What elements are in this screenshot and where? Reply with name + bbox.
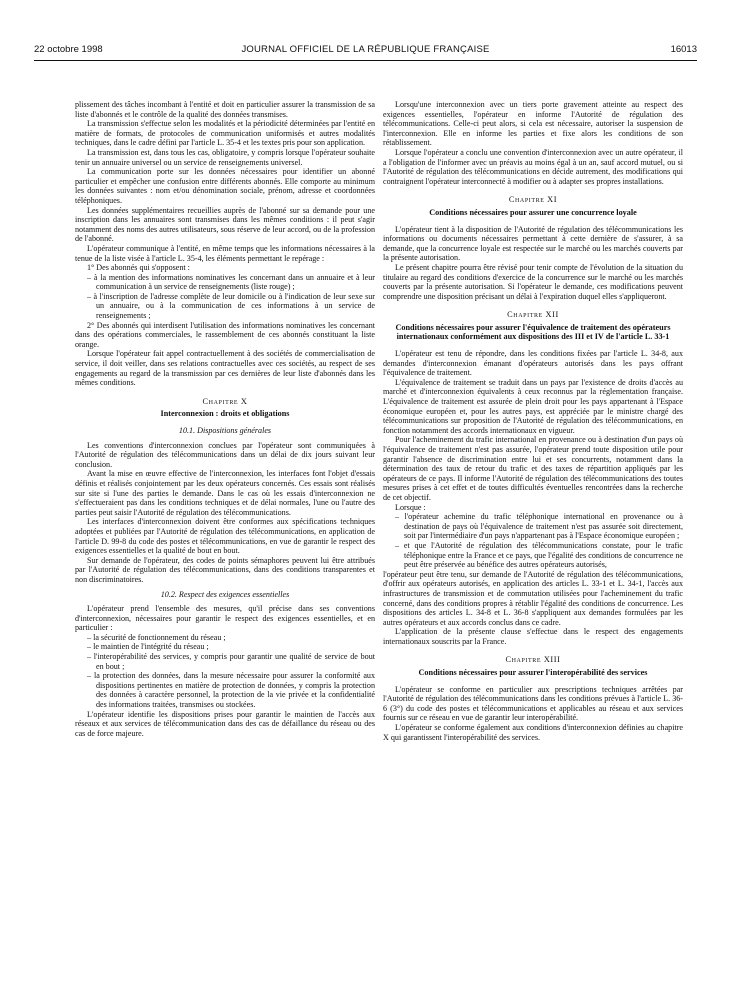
paragraph: plissement des tâches incombant à l'entité et doit en particulier assurer la transmission de sa liste d'abonnés et le contrôle de la qualité des données transmises. xyxy=(75,100,375,119)
paragraph: Sur demande de l'opérateur, des codes de points sémaphores peuvent lui être attribués par l'Autorité de régulation des télécommunications, dans des conditions transparentes et non discriminatoires. xyxy=(75,555,375,584)
left-column xyxy=(75,100,375,980)
paragraph: L'opérateur est tenu de répondre, dans les conditions fixées par l'article L. 34-8, aux demandes d'interconnexion émanant d'opérateurs autorisés dans les pays offrant l'équivalence de traitement. xyxy=(383,349,683,378)
paragraph: l'opérateur peut être tenu, sur demande de l'Autorité de régulation des télécommunications, d'offrir aux opérateurs autorisés, en application des articles L. 33-1 et L. 34-1, l'accès aux infrastructures de transmission et de commutation utilisées pour l'acheminement du trafic concerné, dans des conditions propres à rétablir l'égalité des conditions de concurrence. Les dispositions des articles L. 34-8 et L. 36-8 s'appliquent aux demandes formulées par les autres opérateurs et aux accords conclus dans ce cadre. xyxy=(383,569,683,627)
paragraph: Lorsque l'opérateur a conclu une convention d'interconnexion avec un autre opérateur, il a l'obligation de l'informer avec un préavis au moins égal à un an, sauf accord mutuel, ou si l'Autorité de régulation des télécommunications en décide autrement, des modifications qui contraignent l'opérateur interconnecté à modifier ou à adapter ses propres installations. xyxy=(383,147,683,186)
dash-item: – à la mention des informations nominatives les concernant dans un annuaire et à leur communication à un service de renseignements (liste rouge) ; xyxy=(87,272,375,292)
chapter-title: Conditions nécessaires pour assurer l'interopérabilité des services xyxy=(418,668,648,678)
chapter-heading: Chapitre XII xyxy=(507,310,559,320)
right-column xyxy=(383,100,683,980)
chapter-title: Conditions nécessaires pour assurer une concurrence loyale xyxy=(429,207,637,217)
paragraph: L'opérateur prend l'ensemble des mesures, qu'il précise dans ses conventions d'interconnexion, nécessaires pour garantir le respect des exigences essentielles, et en particulier : xyxy=(75,604,375,633)
dash-item: – le maintien de l'intégrité du réseau ; xyxy=(87,642,209,652)
paragraph: Lorsque : xyxy=(395,502,426,512)
paragraph: L'opérateur communique à l'entité, en même temps que les informations nécessaires à la tenue de la liste visée à l'article L. 35-4, les éléments permettant le repérage : xyxy=(75,243,375,263)
header-rule xyxy=(34,60,697,61)
dash-item: – la protection des données, dans la mesure nécessaire pour assurer la conformité aux dispositions pertinentes en matière de protection de données, y compris la protection des données à caractère personnel, la protection de la vie privée et la confidentialité des informations traitées, transmises ou stockées. xyxy=(87,671,375,710)
paragraph: Les conventions d'interconnexion conclues par l'opérateur sont communiquées à l'Autorité de régulation des télécommunications dans un délai de dix jours suivant leur conclusion. xyxy=(75,440,375,469)
paragraph: Avant la mise en œuvre effective de l'interconnexion, les interfaces font l'objet d'essais définis et réalisés conjointement par les deux opérateurs concernés. Ces essais sont réalisés sur site si l'une des parties le demande. Dans le cas où les essais d'interconnexion ne s'effectueraient pas dans les conditions techniques et de délai normales, l'une ou l'autre des parties peut saisir l'Autorité de régulation des télécommunications. xyxy=(75,469,375,517)
journal-title: JOURNAL OFFICIEL DE LA RÉPUBLIQUE FRANÇAISE xyxy=(241,44,490,55)
chapter-title: Interconnexion : droits et obligations xyxy=(160,409,290,419)
dash-item: – et que l'Autorité de régulation des télécommunications constate, pour le trafic téléphonique entre la France et ce pays, que l'égalité des conditions de concurrence ne peut être préservée au bénéfice des autres opérateurs autorisés, xyxy=(395,540,683,570)
section-heading xyxy=(75,590,375,600)
dash-item: – l'opérateur achemine du trafic téléphonique international en provenance ou à destination de pays où l'équivalence de traitement n'est pas assurée soit directement, soit par l'intermédiaire d'un pays n'appartenant pas à l'Espace économique européen ; xyxy=(395,512,683,541)
paragraph: Pour l'acheminement du trafic international en provenance ou à destination d'un pays où l'équivalence de traitement n'est pas assurée, l'opérateur prend toute disposition utile pour garantir l'absence de discrimination entre lui et ses concurrents, notamment dans la détermination des taux de retour du trafic et des taxes de répartition appliqués par les opérateurs de ce pays. Il informe l'Autorité de régulation des télécommunications des toutes mesures prises à cet effet et de toutes difficultés éventuelles rencontrées dans la recherche de cet objectif. xyxy=(383,435,683,502)
paragraph: Lorsque l'opérateur fait appel contractuellement à des sociétés de commercialisation de service, il doit veiller, dans ses relations contractuelles avec ces sociétés, au respect de ses engagements au regard de la transmission par ces dernières de leur liste d'abonnés dans les mêmes conditions. xyxy=(75,349,375,388)
paragraph: L'équivalence de traitement se traduit dans un pays par l'existence de droits d'accès au marché et d'interconnexion équivalents à ceux reconnus par la réglementation française. L'équivalence de traitement est assurée de plein droit pour les pays appartenant à l'Espace économique européen et, pour les autres pays, est appréciée par le ministre chargé des télécommunications sur proposition de l'Autorité de régulation des télécommunications, en fonction notamment des accords internationaux en vigueur. xyxy=(383,377,683,435)
paragraph: Le présent chapitre pourra être révisé pour tenir compte de l'évolution de la situation du titulaire au regard des conditions d'exercice de la concurrence sur le marché ou les marchés couverts par la présente autorisation. Si l'opérateur le demande, ces modifications peuvent comprendre une disposition précisant un délai à l'expiration duquel elles s'appliqueront. xyxy=(383,262,683,301)
paragraph: Lorsqu'une interconnexion avec un tiers porte gravement atteinte au respect des exigences essentielles, l'opérateur en informe l'Autorité de régulation des télécommunications. Celle-ci peut alors, si cela est nécessaire, autoriser la suspension de l'interconnexion. Elle en informe les parties et fixe alors les conditions de son rétablissement. xyxy=(383,100,683,148)
chapter-heading: Chapitre XIII xyxy=(505,655,561,665)
paragraph: La transmission s'effectue selon les modalités et la périodicité déterminées par l'entité en matière de formats, de protocoles de communication uniformisés et autres modalités techniques, dans le cadre défini par l'article L. 35-4 et les textes pris pour son application. xyxy=(75,119,375,148)
dash-item: – l'interopérabilité des services, y compris pour garantir une qualité de service de bout en bout ; xyxy=(87,652,375,671)
paragraph: Les interfaces d'interconnexion doivent être conformes aux spécifications techniques adoptées et publiées par l'Autorité de régulation des télécommunications, en application de l'article D. 99-8 du code des postes et télécommunications, en vue de garantir le respect des exigences essentielles et la qualité de bout en bout. xyxy=(75,517,375,556)
chapter-heading: Chapitre X xyxy=(202,396,248,406)
section-heading xyxy=(75,426,375,436)
paragraph: L'opérateur identifie les dispositions prises pour garantir le maintien de l'accès aux réseaux et aux services de télécommunication dans des cas de défaillance du réseau ou des cas de force majeure. xyxy=(75,709,375,738)
paragraph: 1° Des abonnés qui s'opposent : xyxy=(87,263,190,273)
page-header xyxy=(34,44,697,60)
page-number: 16013 xyxy=(670,44,697,55)
dash-item: – à l'inscription de l'adresse complète de leur domicile ou à l'indication de leur sexe sur un annuaire, ou à la communication de ces informations à un service de renseignements ; xyxy=(87,291,375,321)
paragraph: L'opérateur se conforme également aux conditions d'interconnexion définies au chapitre X qui garantissent l'interopérabilité des services. xyxy=(383,723,683,742)
paragraph: L'application de la présente clause s'effectue dans le respect des engagements internationaux souscrits par la France. xyxy=(383,627,683,646)
paragraph: L'opérateur se conforme en particulier aux prescriptions techniques arrêtées par l'Autorité de régulation des télécommunications dans les conditions prévues à l'article L. 36-6 (3°) du code des postes et télécommunications et applicables au réseau et aux services fournis sur ce réseau en vue de garantir leur interopérabilité. xyxy=(383,684,683,723)
dash-item: – la sécurité de fonctionnement du réseau ; xyxy=(87,632,226,642)
paragraph: 2° Des abonnés qui interdisent l'utilisation des informations nominatives les concernant dans des opérations commerciales, le rassemblement de ces abonnés constituant la liste orange. xyxy=(75,320,375,349)
paragraph: La transmission est, dans tous les cas, obligatoire, y compris lorsque l'opérateur souhaite tenir un annuaire universel ou un service de renseignements universel. xyxy=(75,147,375,167)
paragraph: L'opérateur tient à la disposition de l'Autorité de régulation des télécommunications les informations ou documents nécessaires permettant à cette dernière de s'assurer, à sa demande, que la concurrence loyale est respectée sur le marché ou les marchés couverts par la présente autorisation. xyxy=(383,224,683,263)
section-heading-text: 10.2. Respect des exigences essentielles xyxy=(160,589,290,599)
chapter-title: Conditions nécessaires pour assurer l'équivalence de traitement des opérateurs internationaux conformément aux dispositions des III et IV de l'article L. 33-1 xyxy=(395,322,671,342)
paragraph: La communication porte sur les données nécessaires pour identifier un abonné particulier et empêcher une confusion entre différents abonnés. Elle comporte au minimum les données suivantes : nom et/ou dénomination sociale, prénom, adresse et coordonnées téléphoniques. xyxy=(75,167,375,205)
chapter-heading: Chapitre XI xyxy=(508,195,558,205)
section-heading-text: 10.1. Dispositions générales xyxy=(178,426,272,435)
paragraph: Les données supplémentaires recueillies auprès de l'abonné sur sa demande pour une inscription dans les annuaires sont transmises dans les mêmes conditions : il peut s'agir notamment des noms des autres utilisateurs, sous réserve de leur accord, ou de la profession de l'abonné. xyxy=(75,205,375,244)
issue-date: 22 octobre 1998 xyxy=(34,44,103,55)
